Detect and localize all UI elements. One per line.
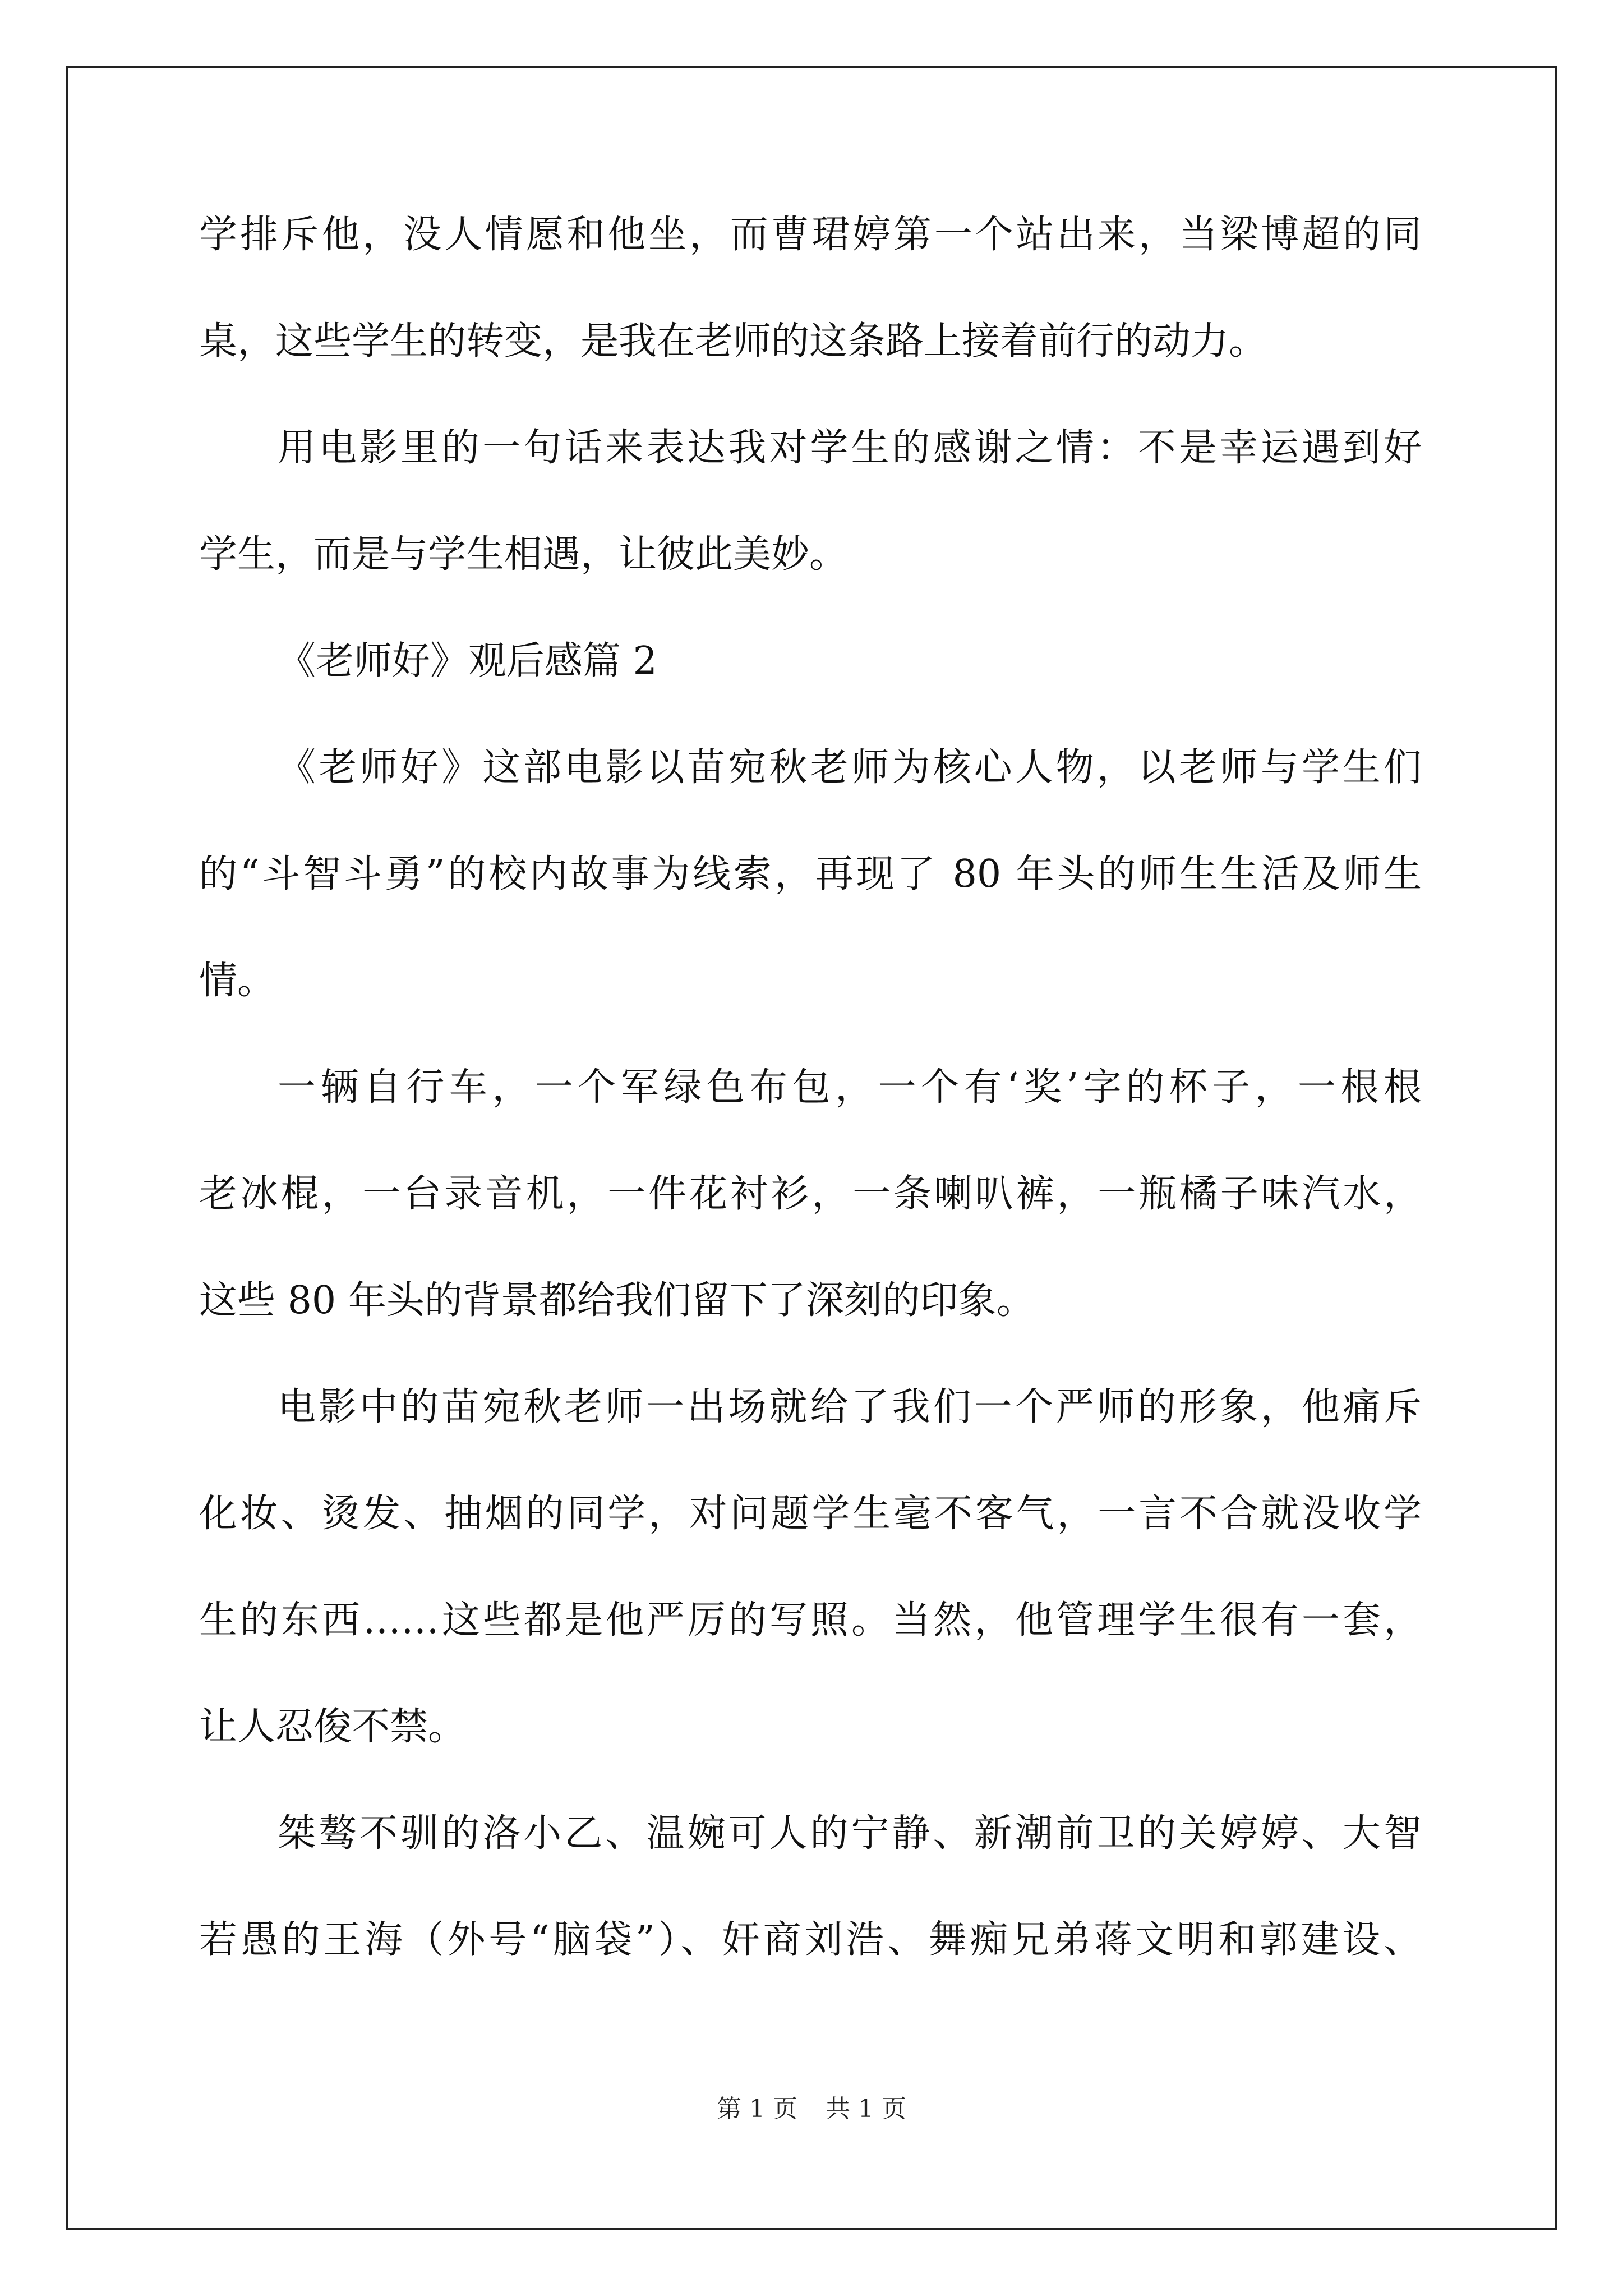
document-body bbox=[199, 213, 1422, 2028]
text-line: 《老师好》这部电影以苗宛秋老师为核心人物，以老师与学生们 bbox=[278, 746, 1422, 790]
page-footer bbox=[0, 2095, 1623, 2123]
text-line: 一辆自行车，一个军绿色布包，一个有‘奖’字的杯子，一根根 bbox=[278, 1065, 1422, 1110]
text-line: 情。 bbox=[199, 959, 276, 1003]
text-line: 的“斗智斗勇”的校内故事为线索，再现了 80 年头的师生生活及师生 bbox=[199, 852, 1422, 896]
text-line: 这些 80 年头的背景都给我们留下了深刻的印象。 bbox=[199, 1278, 1035, 1323]
text-line: 用电影里的一句话来表达我对学生的感谢之情：不是幸运遇到好 bbox=[278, 426, 1422, 470]
text-line: 老冰棍，一台录音机，一件花衬衫，一条喇叭裤，一瓶橘子味汽水， bbox=[199, 1172, 1422, 1216]
text-line: 桌，这些学生的转变，是我在老师的这条路上接着前行的动力。 bbox=[199, 319, 1267, 364]
text-line: 学排斥他，没人情愿和他坐，而曹珺婷第一个站出来，当梁博超的同 bbox=[199, 213, 1422, 257]
section-heading: 《老师好》观后感篇 2 bbox=[278, 639, 657, 683]
text-line: 学生，而是与学生相遇，让彼此美妙。 bbox=[199, 532, 848, 577]
text-line: 生的东西……这些都是他严厉的写照。当然，他管理学生很有一套， bbox=[199, 1598, 1422, 1642]
text-line: 若愚的王海（外号“脑袋”）、奸商刘浩、舞痴兄弟蒋文明和郭建设、 bbox=[199, 1918, 1422, 1962]
text-line: 桀骜不驯的洛小乙、温婉可人的宁静、新潮前卫的关婷婷、大智 bbox=[278, 1811, 1422, 1856]
text-line: 电影中的苗宛秋老师一出场就给了我们一个严师的形象，他痛斥 bbox=[278, 1385, 1422, 1429]
text-line: 化妆、烫发、抽烟的同学，对问题学生毫不客气，一言不合就没收学 bbox=[199, 1492, 1422, 1536]
page-number: 第 1 页 bbox=[717, 2095, 797, 2123]
text-line: 让人忍俊不禁。 bbox=[199, 1705, 467, 1749]
page-total: 共 1 页 bbox=[826, 2095, 906, 2123]
